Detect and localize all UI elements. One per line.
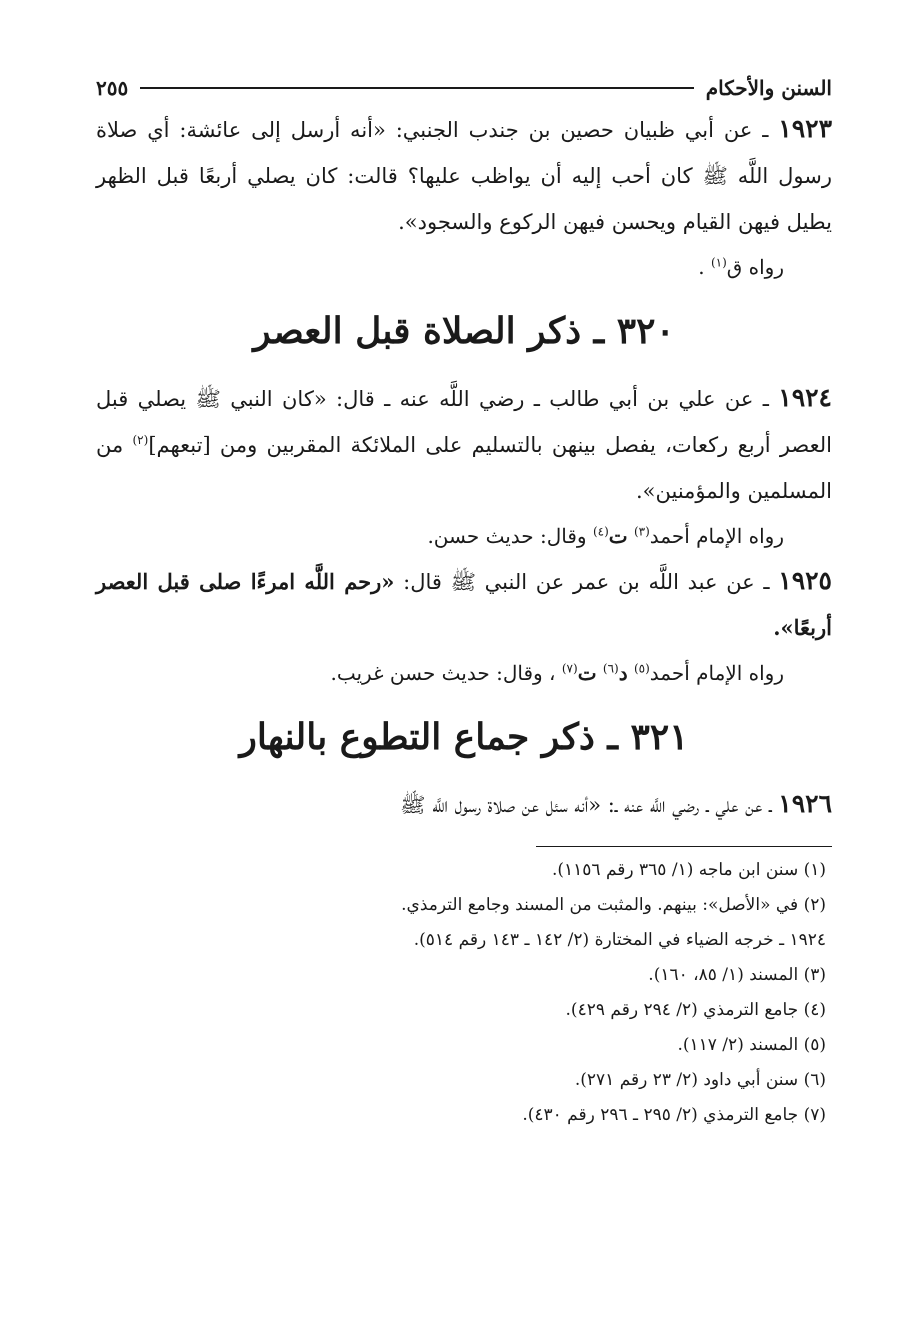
section-heading-321: ٣٢١ ـ ذكر جماع التطوع بالنهار	[239, 716, 689, 758]
hadith-1923	[96, 106, 832, 245]
hadith-1924	[96, 375, 832, 514]
footnote-item: (٢) في «الأصل»: بينهم. والمثبت من المسند وجامع الترمذي.	[401, 895, 826, 915]
footnote-ref[interactable]: (٧)	[561, 661, 578, 676]
narration-source: ت	[608, 524, 628, 548]
narration-1925	[96, 651, 832, 695]
footnote-ref[interactable]: (٥)	[633, 661, 650, 676]
narration-text: رواه الإمام أحمد	[649, 524, 784, 548]
footnote-item: (٣) المسند (١/ ٨٥، ١٦٠).	[648, 965, 826, 985]
hadith-1926	[96, 781, 832, 828]
footnote-ref[interactable]: (٤)	[592, 524, 609, 539]
narration-end: .	[698, 255, 705, 279]
footnote-ref[interactable]: (٢)	[132, 433, 149, 447]
narration-source: ت	[577, 661, 597, 685]
footnotes	[96, 853, 832, 1133]
hadith-quote: «رحم اللَّه امرءًا صلى قبل العصر أربعًا».	[96, 569, 832, 640]
hadith-text: ـ عن علي ـ رضي اللَّه عنه ـ: «أنه سئل عن صلاة رسول اللَّه ﷺ	[400, 793, 772, 817]
footnote-item: (١) سنن ابن ماجه (١/ ٣٦٥ رقم ١١٥٦).	[551, 860, 826, 880]
hadith-text: ـ عن أبي ظبيان حصين بن جندب الجنبي: «أنه أرسل إلى عائشة: أي صلاة رسول اللَّه ﷺ كان أحب إليه أن يواظب عليها؟ قالت: كان يصلي أربعًا قبل الظهر يطيل فيهن القيام ويحسن فيهن الركوع والسجود».	[96, 118, 832, 234]
hadith-text: ـ عن عبد اللَّه بن عمر عن النبي ﷺ قال:	[403, 570, 770, 594]
hadith-number: ١٩٢٥	[778, 566, 832, 595]
narration-text: رواه ق	[726, 255, 784, 279]
header-rule	[140, 87, 694, 89]
narration-1924	[96, 514, 832, 558]
hadith-number: ١٩٢٦	[778, 789, 832, 818]
footnote-item: ١٩٢٤ ـ خرجه الضياء في المختارة (٢/ ١٤٢ ـ ١٤٣ رقم ٥١٤).	[413, 930, 826, 950]
narration-1923	[96, 245, 832, 289]
footnote-item: (٥) المسند (٢/ ١١٧).	[677, 1035, 826, 1055]
footnote-ref[interactable]: (٣)	[633, 524, 650, 539]
hadith-number: ١٩٢٤	[778, 383, 832, 412]
narration-source: د	[618, 661, 628, 685]
book-page	[96, 70, 832, 1133]
footnote-ref[interactable]: (١)	[710, 255, 727, 270]
hadith-number: ١٩٢٣	[778, 114, 832, 143]
footnote-item: (٦) سنن أبي داود (٢/ ٢٣ رقم ٢٧١).	[574, 1070, 826, 1090]
section-heading-320: ٣٢٠ ـ ذكر الصلاة قبل العصر	[253, 310, 675, 352]
narration-comment: وقال: حديث حسن.	[427, 524, 587, 548]
footnote-ref[interactable]: (٦)	[602, 661, 619, 676]
header-title: السنن والأحكام	[705, 76, 832, 100]
narration-text: رواه الإمام أحمد	[649, 661, 784, 685]
footnote-item: (٧) جامع الترمذي (٢/ ٢٩٥ ـ ٢٩٦ رقم ٤٣٠).	[522, 1105, 826, 1125]
running-header	[96, 70, 832, 106]
page-number: ٢٥٥	[96, 76, 129, 100]
hadith-text-cont: من المسلمين والمؤمنين».	[96, 433, 832, 503]
footnote-item: (٤) جامع الترمذي (٢/ ٢٩٤ رقم ٤٢٩).	[565, 1000, 826, 1020]
hadith-text: ـ عن علي بن أبي طالب ـ رضي اللَّه عنه ـ قال: «كان النبي ﷺ يصلي قبل العصر أربع ركعات، يفصل بينهن بالتسليم على الملائكة المقربين ومن [تبعهم]	[96, 387, 832, 457]
narration-comment: ، وقال: حديث حسن غريب.	[330, 661, 556, 685]
hadith-1925	[96, 558, 832, 651]
footnote-separator	[536, 846, 832, 847]
